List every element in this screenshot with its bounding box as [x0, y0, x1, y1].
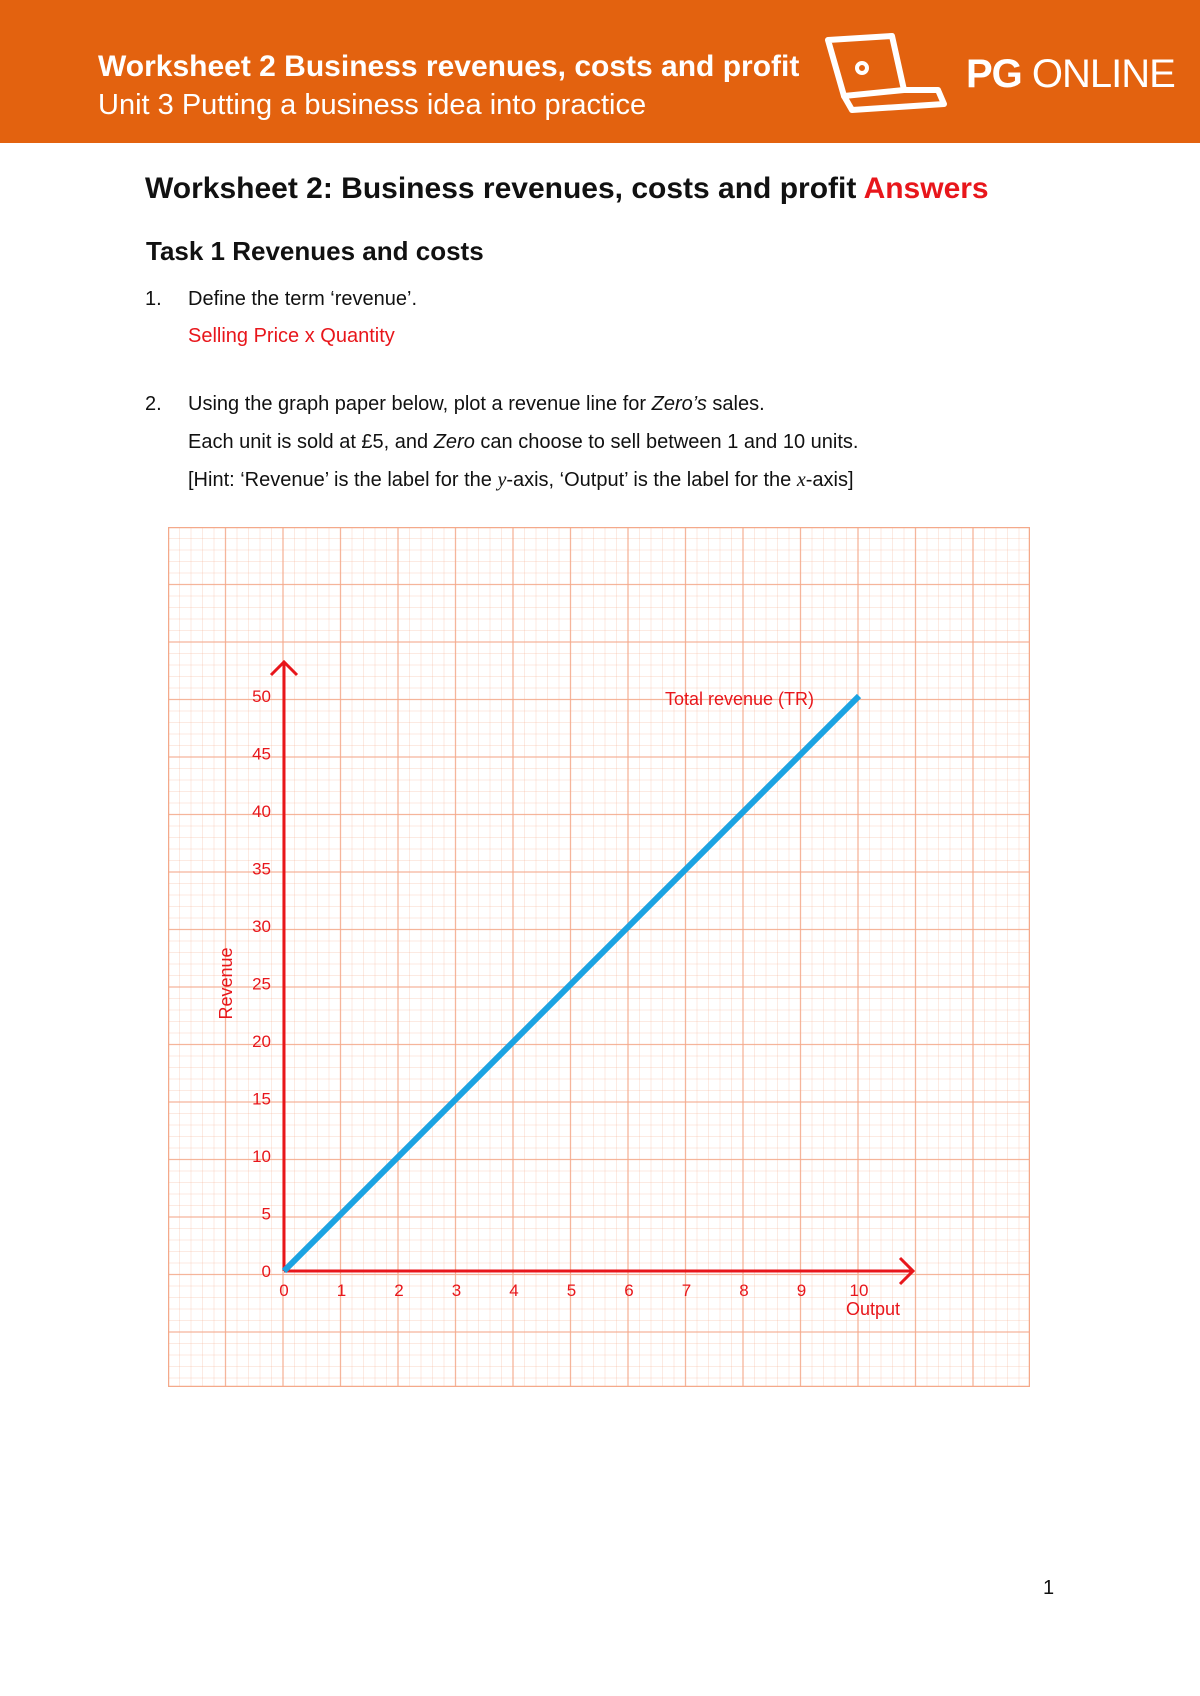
- x-tick-label: 10: [849, 1281, 869, 1300]
- q2-l2-c: can choose to sell between 1 and 10 units.: [474, 431, 859, 453]
- y-tick-label: 45: [252, 744, 271, 764]
- x-tick-label: 9: [796, 1281, 807, 1300]
- y-tick-label: 30: [252, 917, 271, 936]
- question-2-line-2: [188, 431, 858, 454]
- q2-hint-a: [Hint: ‘Revenue’ is the label for the: [188, 469, 498, 491]
- page-title: [145, 172, 989, 206]
- series-label: Total revenue (TR): [664, 689, 814, 709]
- question-1-text: Define the term ‘revenue’.: [188, 288, 418, 310]
- x-tick-label: 2: [394, 1281, 404, 1300]
- page-number: 1: [1043, 1577, 1055, 1599]
- q2-hint-c: -axis]: [805, 469, 854, 491]
- task-heading: Task 1 Revenues and costs: [146, 236, 484, 266]
- page-header: [0, 0, 1200, 143]
- logo-light: ONLINE: [1031, 52, 1175, 96]
- header-title: Worksheet 2 Business revenues, costs and profit: [98, 50, 800, 83]
- question-1-number: 1.: [145, 288, 162, 310]
- y-tick-label: 40: [252, 802, 271, 821]
- x-tick-label: 4: [509, 1281, 519, 1300]
- y-tick-label: 25: [252, 974, 271, 994]
- y-tick-label: 15: [252, 1089, 271, 1109]
- laptop-logo-icon: [822, 30, 952, 116]
- y-tick-label: 5: [261, 1204, 271, 1224]
- question-2-line-1: [188, 393, 765, 416]
- q2-l2-italic: Zero: [433, 431, 475, 453]
- x-tick-label: 1: [336, 1281, 347, 1300]
- q2-hint-y: y: [497, 469, 507, 491]
- y-tick-label: 50: [252, 687, 271, 706]
- x-tick-label: 8: [739, 1281, 749, 1300]
- question-1-answer: Selling Price x Quantity: [188, 325, 395, 347]
- q2-hint-x: x: [796, 469, 806, 491]
- y-tick-label: 10: [252, 1147, 271, 1166]
- y-tick-label: 0: [261, 1262, 271, 1281]
- x-tick-label: 3: [451, 1281, 462, 1300]
- question-2-number: 2.: [145, 393, 162, 415]
- brand-logo-text: [966, 52, 1175, 97]
- q2-l1-a: Using the graph paper below, plot a revenue line for: [188, 393, 652, 415]
- revenue-graph: [168, 527, 1030, 1387]
- x-tick-label: 7: [681, 1281, 692, 1300]
- logo-bold: PG: [966, 52, 1022, 96]
- q2-l1-italic: Zero’s: [651, 393, 707, 415]
- header-subtitle: Unit 3 Putting a business idea into practice: [98, 89, 647, 121]
- title-text: Worksheet 2: Business revenues, costs and profit: [145, 172, 857, 205]
- q2-l2-a: Each unit is sold at £5, and: [188, 431, 434, 453]
- y-axis-label: Revenue: [216, 947, 236, 1020]
- x-axis-label: Output: [845, 1299, 901, 1319]
- question-2-hint: [188, 469, 854, 492]
- y-tick-label: 35: [252, 859, 271, 879]
- answers-label: Answers: [863, 172, 989, 205]
- x-tick-label: 5: [566, 1281, 577, 1300]
- q2-hint-b: -axis, ‘Output’ is the label for the: [506, 469, 797, 491]
- y-tick-label: 20: [252, 1032, 271, 1051]
- x-tick-label: 6: [624, 1281, 634, 1300]
- q2-l1-c: sales.: [706, 393, 765, 415]
- x-tick-label: 0: [279, 1281, 289, 1300]
